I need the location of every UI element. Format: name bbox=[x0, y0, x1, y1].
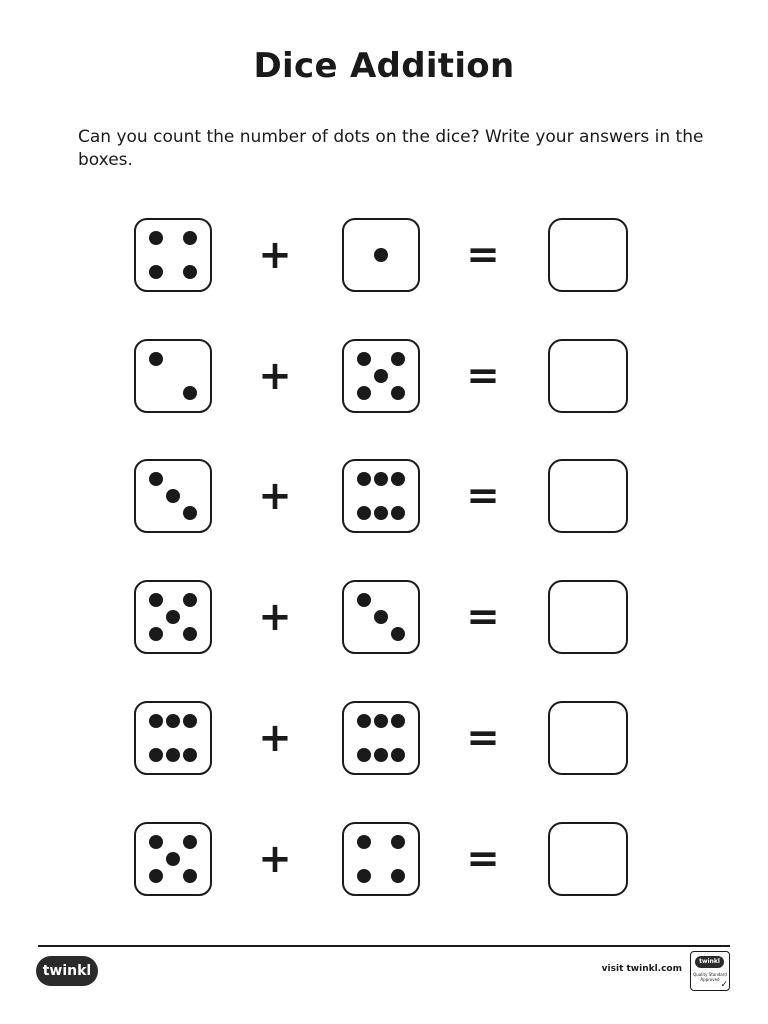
plus-sign: + bbox=[258, 594, 292, 640]
die-pip bbox=[374, 369, 388, 383]
die-pip bbox=[149, 472, 163, 486]
quality-badge bbox=[690, 951, 730, 991]
die-pip bbox=[391, 352, 405, 366]
logo-text: twinkl bbox=[42, 963, 92, 979]
die-pip bbox=[374, 610, 388, 624]
die-pip bbox=[149, 835, 163, 849]
right-die bbox=[342, 822, 420, 896]
die-pip bbox=[391, 506, 405, 520]
problem-row bbox=[0, 701, 768, 779]
problem-row bbox=[0, 580, 768, 658]
die-pip bbox=[357, 593, 371, 607]
die-pip bbox=[149, 352, 163, 366]
plus-sign: + bbox=[258, 715, 292, 761]
badge-text: Quality Standard Approved bbox=[693, 972, 727, 982]
die-pip bbox=[374, 748, 388, 762]
equals-sign: = bbox=[466, 836, 500, 882]
answer-box[interactable] bbox=[548, 580, 628, 654]
die-pip bbox=[149, 231, 163, 245]
die-pip bbox=[183, 593, 197, 607]
equals-sign: = bbox=[466, 594, 500, 640]
problem-row bbox=[0, 822, 768, 900]
twinkl-logo bbox=[36, 956, 98, 986]
visit-link-text: visit twinkl.com bbox=[601, 964, 682, 974]
problem-row bbox=[0, 459, 768, 537]
die-pip bbox=[149, 748, 163, 762]
die-pip bbox=[166, 852, 180, 866]
die-pip bbox=[374, 248, 388, 262]
die-pip bbox=[357, 472, 371, 486]
die-pip bbox=[166, 610, 180, 624]
right-die bbox=[342, 701, 420, 775]
left-die bbox=[134, 701, 212, 775]
plus-sign: + bbox=[258, 353, 292, 399]
answer-box[interactable] bbox=[548, 218, 628, 292]
left-die bbox=[134, 218, 212, 292]
die-pip bbox=[357, 506, 371, 520]
answer-box[interactable] bbox=[548, 822, 628, 896]
equals-sign: = bbox=[466, 353, 500, 399]
plus-sign: + bbox=[258, 473, 292, 519]
right-die bbox=[342, 459, 420, 533]
instructions-text: Can you count the number of dots on the dice? Write your answers in the boxes. bbox=[78, 127, 704, 170]
die-pip bbox=[391, 714, 405, 728]
die-pip bbox=[357, 714, 371, 728]
problem-row bbox=[0, 218, 768, 296]
die-pip bbox=[357, 386, 371, 400]
equals-sign: = bbox=[466, 715, 500, 761]
die-pip bbox=[183, 835, 197, 849]
die-pip bbox=[391, 835, 405, 849]
die-pip bbox=[149, 265, 163, 279]
die-pip bbox=[166, 489, 180, 503]
answer-box[interactable] bbox=[548, 459, 628, 533]
worksheet-title: Dice Addition bbox=[253, 46, 515, 86]
die-pip bbox=[166, 748, 180, 762]
plus-sign: + bbox=[258, 232, 292, 278]
die-pip bbox=[391, 627, 405, 641]
die-pip bbox=[391, 869, 405, 883]
right-die bbox=[342, 339, 420, 413]
left-die bbox=[134, 822, 212, 896]
footer-divider bbox=[38, 945, 730, 947]
die-pip bbox=[183, 627, 197, 641]
right-die bbox=[342, 218, 420, 292]
check-icon: ✓ bbox=[720, 980, 728, 990]
plus-sign: + bbox=[258, 836, 292, 882]
left-die bbox=[134, 580, 212, 654]
die-pip bbox=[357, 748, 371, 762]
die-pip bbox=[374, 472, 388, 486]
die-pip bbox=[357, 835, 371, 849]
die-pip bbox=[391, 472, 405, 486]
die-pip bbox=[183, 869, 197, 883]
die-pip bbox=[149, 593, 163, 607]
die-pip bbox=[374, 714, 388, 728]
right-die bbox=[342, 580, 420, 654]
equals-sign: = bbox=[466, 473, 500, 519]
left-die bbox=[134, 459, 212, 533]
die-pip bbox=[357, 352, 371, 366]
die-pip bbox=[183, 506, 197, 520]
die-pip bbox=[374, 506, 388, 520]
die-pip bbox=[183, 265, 197, 279]
die-pip bbox=[183, 231, 197, 245]
answer-box[interactable] bbox=[548, 701, 628, 775]
die-pip bbox=[149, 627, 163, 641]
die-pip bbox=[149, 714, 163, 728]
die-pip bbox=[391, 748, 405, 762]
problem-row bbox=[0, 339, 768, 417]
die-pip bbox=[391, 386, 405, 400]
answer-box[interactable] bbox=[548, 339, 628, 413]
die-pip bbox=[183, 386, 197, 400]
badge-brand: twinkl bbox=[695, 956, 724, 968]
die-pip bbox=[183, 714, 197, 728]
die-pip bbox=[357, 869, 371, 883]
die-pip bbox=[183, 748, 197, 762]
left-die bbox=[134, 339, 212, 413]
die-pip bbox=[166, 714, 180, 728]
die-pip bbox=[149, 869, 163, 883]
equals-sign: = bbox=[466, 232, 500, 278]
